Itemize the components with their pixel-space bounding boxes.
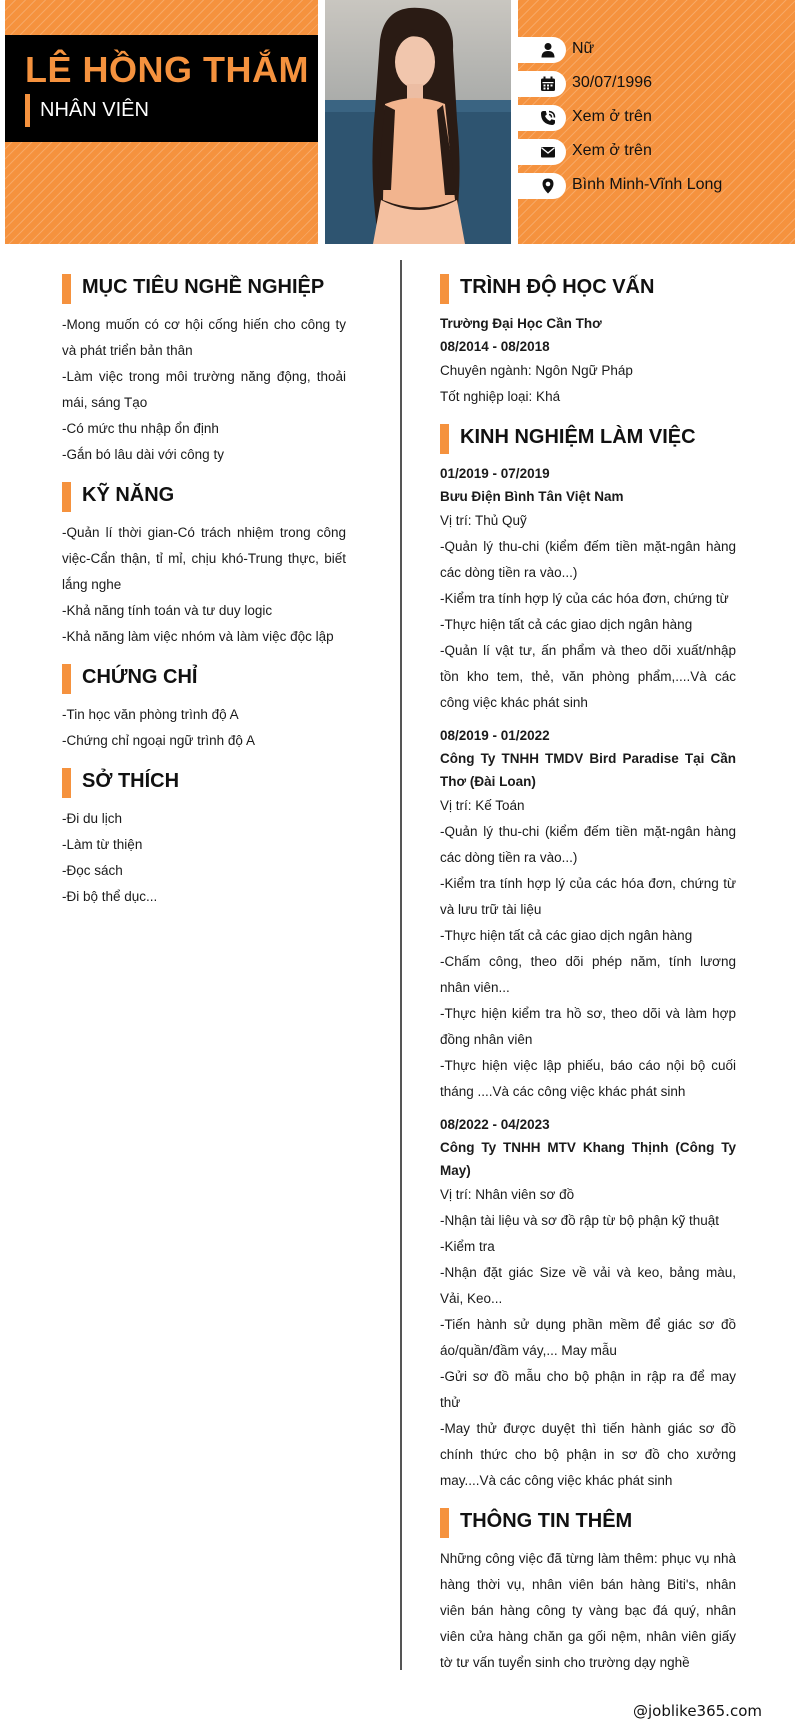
- heading-accent-bar: [440, 274, 449, 304]
- job-line: -Quản lý thu-chi (kiểm đếm tiền mặt-ngân hàng các dòng tiền ra vào...): [440, 539, 736, 580]
- job-line: Vị trí: Nhân viên sơ đồ: [440, 1187, 575, 1202]
- additional-info-text: Những công việc đã từng làm thêm: phục vụ nhà hàng thời vụ, nhân viên bán hàng Biti's, nhân viên bán hàng công ty vàng bạc đá quý, nhân viên cửa hàng chăn ga gối nệm, nhân viên giấy tờ tư vấn tuyển sinh cho trường dạy nghề: [440, 1551, 736, 1670]
- calendar-icon: [540, 76, 556, 92]
- job-line: -Kiểm tra tính hợp lý của các hóa đơn, chứng từ: [440, 591, 729, 606]
- contact-birthday-row: [518, 71, 795, 97]
- job-company: Công Ty TNHH TMDV Bird Paradise Tại Cần Thơ (Đài Loan): [440, 751, 736, 789]
- watermark: @joblike365.com: [632, 1702, 762, 1720]
- objective-line: -Mong muốn có cơ hội cống hiến cho công ty và phát triển bản thân: [62, 317, 346, 358]
- objective-line: -Làm việc trong môi trường năng động, thoải mái, sáng Tạo: [62, 369, 346, 410]
- job-entry: [440, 462, 736, 716]
- contact-icon-pill: [518, 139, 566, 165]
- objective-line: -Gắn bó lâu dài với công ty: [62, 447, 224, 462]
- job-period: 08/2022 - 04/2023: [440, 1117, 550, 1132]
- objective-heading: MỤC TIÊU NGHỀ NGHIỆP: [82, 276, 325, 298]
- heading-accent-bar: [62, 768, 71, 798]
- contact-address-row: [518, 173, 795, 199]
- section-heading: [62, 482, 346, 512]
- section-heading: [440, 274, 736, 304]
- education-line: Tốt nghiệp loại: Khá: [440, 389, 561, 404]
- job-entry: [440, 724, 736, 1105]
- section-heading: [62, 768, 346, 798]
- objective-line: -Có mức thu nhập ổn định: [62, 421, 219, 436]
- section-heading: [440, 424, 736, 454]
- hobby-line: -Làm từ thiện: [62, 837, 143, 852]
- section-heading: [62, 664, 346, 694]
- education-period: 08/2014 - 08/2018: [440, 339, 550, 354]
- contact-email-row: [518, 139, 795, 165]
- education-line: Chuyên ngành: Ngôn Ngữ Pháp: [440, 363, 633, 378]
- skills-line: -Khả năng tính toán và tư duy logic: [62, 603, 273, 618]
- heading-accent-bar: [62, 274, 71, 304]
- job-line: -Thực hiện việc lập phiếu, báo cáo nội bộ cuối tháng ....Và các công việc khác phát sinh: [440, 1058, 736, 1099]
- job-line: Vị trí: Thủ Quỹ: [440, 513, 527, 528]
- job-line: -Gửi sơ đồ mẫu cho bộ phận in rập ra để may thử: [440, 1369, 736, 1410]
- contact-icon-pill: [518, 37, 566, 63]
- skills-line: -Khả năng làm việc nhóm và làm việc độc lập: [62, 629, 334, 644]
- heading-accent-bar: [440, 1508, 449, 1538]
- heading-accent-bar: [62, 664, 71, 694]
- job-line: -Thực hiện kiểm tra hồ sơ, theo dõi và làm hợp đồng nhân viên: [440, 1006, 736, 1047]
- experience-heading: KINH NGHIỆM LÀM VIỆC: [460, 426, 696, 448]
- education-school: Trường Đại Học Cần Thơ: [440, 316, 602, 331]
- person-icon: [540, 42, 556, 58]
- job-period: 01/2019 - 07/2019: [440, 466, 550, 481]
- column-divider: [400, 260, 402, 1670]
- job-line: -Kiểm tra tính hợp lý của các hóa đơn, chứng từ và lưu trữ tài liệu: [440, 876, 736, 917]
- job-line: Vị trí: Kế Toán: [440, 798, 525, 813]
- job-line: -Quản lí vật tư, ấn phẩm và theo dõi xuất/nhập tồn kho tem, thẻ, văn phòng phẩm,....Và các công việc khác phát sinh: [440, 643, 736, 710]
- heading-accent-bar: [62, 482, 71, 512]
- contact-icon-pill: [518, 71, 566, 97]
- phone-icon: [540, 110, 556, 126]
- job-line: -Nhận đặt giác Size về vải và keo, bảng màu, Vải, Keo...: [440, 1265, 736, 1306]
- hobbies-heading: SỞ THÍCH: [82, 770, 180, 792]
- job-line: -Chấm công, theo dõi phép năm, tính lương nhân viên...: [440, 954, 736, 995]
- job-line: -Tiến hành sử dụng phần mềm để giác sơ đồ áo/quần/đầm váy,... May mẫu: [440, 1317, 736, 1358]
- left-column: [62, 274, 346, 910]
- contact-gender-row: [518, 37, 795, 63]
- skills-line: -Quản lí thời gian-Có trách nhiệm trong công việc-Cẩn thận, tỉ mỉ, chịu khó-Trung thực, biết lắng nghe: [62, 525, 346, 592]
- section-heading: [62, 274, 346, 304]
- contact-icon-pill: [518, 105, 566, 131]
- contact-address: Bình Minh-Vĩnh Long: [572, 176, 723, 193]
- job-line: -Thực hiện tất cả các giao dịch ngân hàng: [440, 617, 693, 632]
- envelope-icon: [540, 144, 556, 160]
- job-company: Bưu Điện Bình Tân Việt Nam: [440, 489, 624, 504]
- job-period: 08/2019 - 01/2022: [440, 728, 550, 743]
- contact-phone: Xem ở trên: [572, 108, 652, 125]
- job-line: -Thực hiện tất cả các giao dịch ngân hàng: [440, 928, 693, 943]
- job-entry: [440, 1113, 736, 1494]
- contact-icon-pill: [518, 173, 566, 199]
- certificate-line: -Tin học văn phòng trình độ A: [62, 707, 239, 722]
- job-line: -Kiểm tra: [440, 1239, 495, 1254]
- title-accent-bar: [25, 94, 30, 127]
- hobby-line: -Đọc sách: [62, 863, 123, 878]
- profile-photo: [325, 0, 511, 244]
- certificates-heading: CHỨNG CHỈ: [82, 666, 198, 688]
- section-heading: [440, 1508, 736, 1538]
- contact-phone-row: [518, 105, 795, 131]
- hobby-line: -Đi du lịch: [62, 811, 123, 826]
- candidate-title: NHÂN VIÊN: [40, 99, 149, 121]
- heading-accent-bar: [440, 424, 449, 454]
- hobby-line: -Đi bộ thể dục...: [62, 889, 158, 904]
- contact-gender: Nữ: [572, 40, 595, 57]
- right-column: [440, 274, 736, 1676]
- job-line: -Nhận tài liệu và sơ đồ rập từ bộ phận kỹ thuật: [440, 1213, 720, 1228]
- job-line: -May thử được duyệt thì tiến hành giác sơ đồ chính thức cho bộ phận in sơ đồ cho xưởng may....Và các công việc khác phát sinh: [440, 1421, 736, 1488]
- additional-info-heading: THÔNG TIN THÊM: [460, 1510, 633, 1532]
- certificate-line: -Chứng chỉ ngoại ngữ trình độ A: [62, 733, 255, 748]
- skills-heading: KỸ NĂNG: [82, 484, 175, 506]
- candidate-name: LÊ HỒNG THẮM: [25, 49, 309, 90]
- contact-email: Xem ở trên: [572, 142, 652, 159]
- job-line: -Quản lý thu-chi (kiểm đếm tiền mặt-ngân hàng các dòng tiền ra vào...): [440, 824, 736, 865]
- job-company: Công Ty TNHH MTV Khang Thịnh (Công Ty May): [440, 1140, 736, 1178]
- name-box: [5, 35, 318, 142]
- contact-birthday: 30/07/1996: [572, 74, 653, 91]
- location-pin-icon: [540, 178, 556, 194]
- education-heading: TRÌNH ĐỘ HỌC VẤN: [460, 276, 655, 298]
